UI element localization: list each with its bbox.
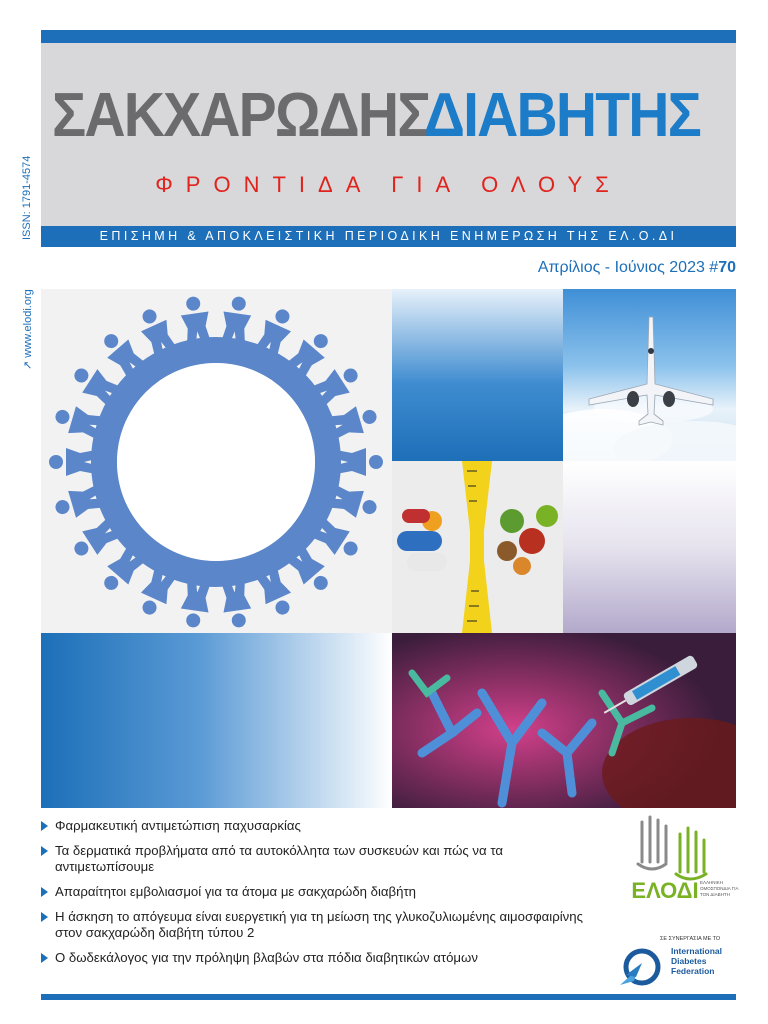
list-item[interactable] <box>41 950 601 966</box>
article-title: Ο δωδεκάλογος για την πρόληψη βλαβών στα πόδια διαβητικών ατόμων <box>55 950 478 965</box>
bullet-triangle-icon <box>41 912 48 922</box>
partner-caption: ΣΕ ΣΥΝΕΡΓΑΣΙΑ ΜΕ ΤΟ <box>660 936 721 942</box>
article-title: Απαραίτητοι εμβολιασμοί για τα άτομα με σακχαρώδη διαβήτη <box>55 884 417 899</box>
article-list <box>41 818 601 975</box>
blue-gradient-tile <box>392 289 563 461</box>
pills-and-tape-measure-photo <box>392 461 563 633</box>
bullet-triangle-icon <box>41 821 48 831</box>
issue-period: Απρίλιος - Ιούνιος 2023 # <box>537 259 719 276</box>
idf-line-3: Federation <box>671 966 715 976</box>
elodi-hands-icon <box>628 812 724 932</box>
website-link[interactable]: ↗ www.elodi.org <box>22 289 34 370</box>
elodi-logo-text: ΕΛΟΔΙ <box>631 878 699 903</box>
list-item[interactable] <box>41 884 601 900</box>
issn-label: ISSN: 1791-4574 <box>21 155 33 240</box>
idf-bird-icon <box>616 945 666 991</box>
magazine-subtitle: ΦΡΟΝΤΙΔΑ ΓΙΑ ΟΛΟΥΣ <box>155 172 622 197</box>
strapline-bar: ΕΠΙΣΗΜΗ & ΑΠΟΚΛΕΙΣΤΙΚΗ ΠΕΡΙΟΔΙΚΗ ΕΝΗΜΕΡΩΣΗ ΤΗΣ ΕΛ.Ο.ΔΙ <box>41 226 736 247</box>
bullet-triangle-icon <box>41 846 48 856</box>
bullet-triangle-icon <box>41 953 48 963</box>
top-blue-bar <box>41 30 736 43</box>
antibodies-syringe-illustration <box>392 633 736 808</box>
article-title: Φαρμακευτική αντιμετώπιση παχυσαρκίας <box>55 818 301 833</box>
article-title: Τα δερματικά προβλήματα από τα αυτοκόλλητα των συσκευών και πώς να τα αντιμετωπίσουμε <box>55 843 503 874</box>
article-title: Η άσκηση το απόγευμα είναι ευεργετική για τη μείωση της γλυκοζυλιωμένης αιμοσφαιρίνης στον σακχαρώδη διαβήτη τύπου 2 <box>55 909 583 940</box>
idf-line-2: Diabetes <box>671 956 707 966</box>
blue-horizontal-gradient-tile <box>41 633 392 808</box>
magazine-title-part2: ΔΙΑΒΗΤΗΣ <box>424 81 700 150</box>
elodi-tagline: ΕΛΛΗΝΙΚΗ ΟΜΟΣΠΟΝΔΙΑ ΓΙΑ ΤΟΝ ΔΙΑΒΗΤΗ <box>700 880 739 897</box>
lilac-gradient-tile <box>563 461 736 633</box>
magazine-title-part1: ΣΑΚΧΑΡΩΔΗΣ <box>52 81 430 150</box>
list-item[interactable] <box>41 909 601 941</box>
airplane-photo <box>563 289 736 461</box>
list-item[interactable] <box>41 818 601 834</box>
idf-logo-text <box>671 946 722 976</box>
idf-line-1: International <box>671 946 723 956</box>
issue-number: 70 <box>718 259 736 276</box>
people-ring-illustration <box>41 289 392 633</box>
bullet-triangle-icon <box>41 887 48 897</box>
list-item[interactable] <box>41 843 601 875</box>
bottom-blue-bar <box>41 994 736 1000</box>
issue-info <box>538 259 736 277</box>
